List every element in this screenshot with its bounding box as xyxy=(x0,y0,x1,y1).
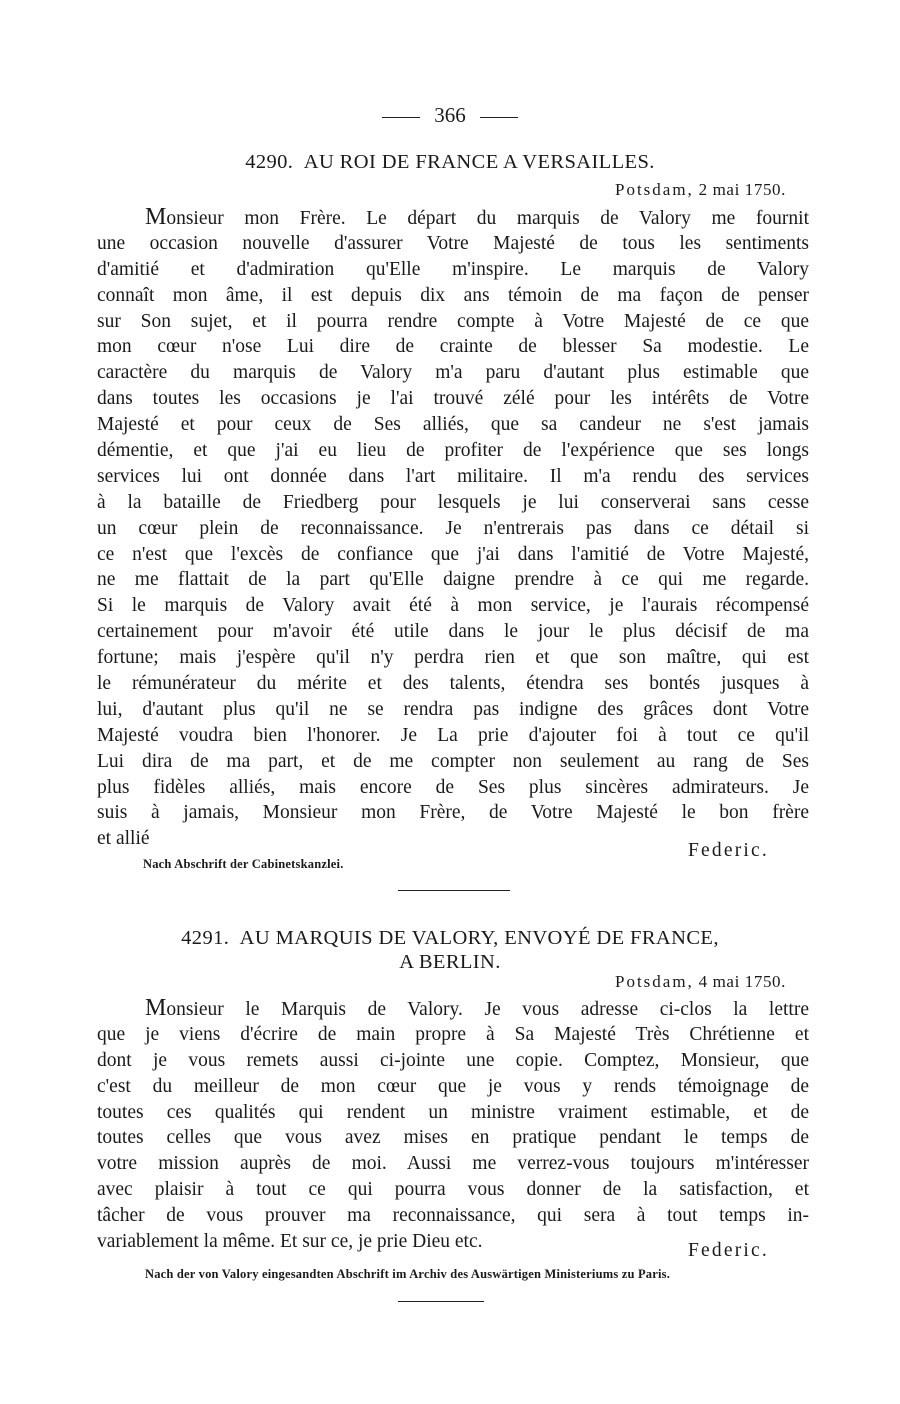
text-line: Majesté et pour ceux de Ses alliés, que sa candeur ne s'est jamais xyxy=(97,414,809,436)
text-line: une occasion nouvelle d'assurer Votre Majesté de tous les sentiments xyxy=(97,232,809,254)
end-divider xyxy=(398,1301,484,1302)
text-line: dont je vous remets aussi ci-jointe une copie. Comptez, Monsieur, que xyxy=(97,1049,809,1071)
text-line: sur Son sujet, et il pourra rendre compte à Votre Majesté de ce que xyxy=(97,310,809,332)
source-note: Nach Abschrift der Cabinetskanzlei. xyxy=(143,857,344,871)
text-line: c'est du meilleur de mon cœur que je vous y rends témoignage de xyxy=(97,1075,809,1097)
letter-body xyxy=(97,996,809,1255)
text-line: plus fidèles alliés, mais encore de Ses plus sincères admirateurs. Je xyxy=(97,776,809,798)
dateline-date: 2 mai 1750. xyxy=(698,180,786,199)
initial-letter: M xyxy=(145,204,167,230)
letter-number: 4290. xyxy=(245,151,294,173)
letter-number: 4291. xyxy=(181,927,230,949)
text-line-rest: onsieur le Marquis de Valory. Je vous adresse ci-clos la lettre xyxy=(166,999,809,1020)
text-line: ce n'est que l'excès de confiance que j'ai dans l'amitié de Votre Majesté, xyxy=(97,543,809,565)
letter-title xyxy=(0,925,900,951)
text-line: Si le marquis de Valory avait été à mon service, je l'aurais récompensé xyxy=(97,595,809,617)
section-divider xyxy=(398,890,510,891)
text-line: démentie, et que j'ai eu lieu de profiter de l'expérience que ses longs xyxy=(97,440,809,462)
text-line: dans toutes les occasions je l'ai trouvé zélé pour les intérêts de Votre xyxy=(97,388,809,410)
text-line: Majesté voudra bien l'honorer. Je La prie d'ajouter foi à tout ce qu'il xyxy=(97,724,809,746)
page-header xyxy=(0,100,900,130)
text-line: toutes ces qualités qui rendent un ministre vraiment estimable, et de xyxy=(97,1101,809,1123)
letter-title xyxy=(0,149,900,175)
text-line: que je viens d'écrire de main propre à Sa Majesté Très Chrétienne et xyxy=(97,1023,809,1045)
text-line: un cœur plein de reconnaissance. Je n'entrerais pas dans ce détail si xyxy=(97,517,809,539)
text-line: suis à jamais, Monsieur mon Frère, de Votre Majesté le bon frère xyxy=(97,802,809,824)
text-line: tâcher de vous prouver ma reconnaissance, qui sera à tout temps in- xyxy=(97,1205,809,1227)
text-line: certainement pour m'avoir été utile dans le jour le plus décisif de ma xyxy=(97,621,809,643)
text-line: et allié xyxy=(97,828,150,850)
dateline xyxy=(615,180,786,200)
text-line: caractère du marquis de Valory m'a paru d'autant plus estimable que xyxy=(97,362,809,384)
text-line: à la bataille de Friedberg pour lesquels je lui conserverai sans cesse xyxy=(97,491,809,513)
dateline xyxy=(615,972,786,992)
dateline-date: 4 mai 1750. xyxy=(698,972,786,991)
text-line: toutes celles que vous avez mises en pratique pendant le temps de xyxy=(97,1127,809,1149)
letter-title-line: AU ROI DE FRANCE A VERSAILLES. xyxy=(303,151,655,173)
text-line: le rémunérateur du mérite et des talents, étendra ses bontés jusques à xyxy=(97,673,809,695)
text-line: connaît mon âme, il est depuis dix ans témoin de ma façon de penser xyxy=(97,284,809,306)
text-line: services lui ont donnée dans l'art militaire. Il m'a rendu des services xyxy=(97,465,809,487)
page-number: 366 xyxy=(434,103,466,127)
source-note: Nach der von Valory eingesandten Abschrift im Archiv des Auswärtigen Ministeriums zu Paris. xyxy=(145,1267,671,1281)
text-line-rest: onsieur mon Frère. Le départ du marquis de Valory me fournit xyxy=(166,208,809,229)
text-line: fortune; mais j'espère qu'il n'y perdra rien et que son maître, qui est xyxy=(97,647,809,669)
header-dash-left xyxy=(382,117,420,118)
text-line: mon cœur n'ose Lui dire de crainte de blesser Sa modestie. Le xyxy=(97,336,809,358)
text-line xyxy=(97,996,809,1022)
letter-body xyxy=(97,205,809,852)
initial-letter: M xyxy=(145,995,167,1021)
letter-title-line: AU MARQUIS DE VALORY, ENVOYÉ DE FRANCE, xyxy=(239,927,719,949)
text-line: d'amitié et d'admiration qu'Elle m'inspire. Le marquis de Valory xyxy=(97,258,809,280)
text-line: variablement la même. Et sur ce, je prie Dieu etc. xyxy=(97,1231,483,1253)
text-line: Lui dira de ma part, et de me compter non seulement au rang de Ses xyxy=(97,750,809,772)
text-line: lui, d'autant plus qu'il ne se rendra pas indigne des grâces dont Votre xyxy=(97,698,809,720)
signature: Federic. xyxy=(688,840,769,861)
dateline-place: Potsdam, xyxy=(614,972,694,991)
text-line: avec plaisir à tout ce qui pourra vous donner de la satisfaction, et xyxy=(97,1179,809,1201)
text-line xyxy=(97,205,809,231)
signature: Federic. xyxy=(688,1240,769,1261)
text-line: votre mission auprès de moi. Aussi me verrez-vous toujours m'intéresser xyxy=(97,1153,809,1175)
text-line: ne me flattait de la part qu'Elle daigne prendre à ce qui me regarde. xyxy=(97,569,809,591)
letter-title-line: A BERLIN. xyxy=(399,951,501,973)
header-dash-right xyxy=(480,117,518,118)
dateline-place: Potsdam, xyxy=(614,180,694,199)
